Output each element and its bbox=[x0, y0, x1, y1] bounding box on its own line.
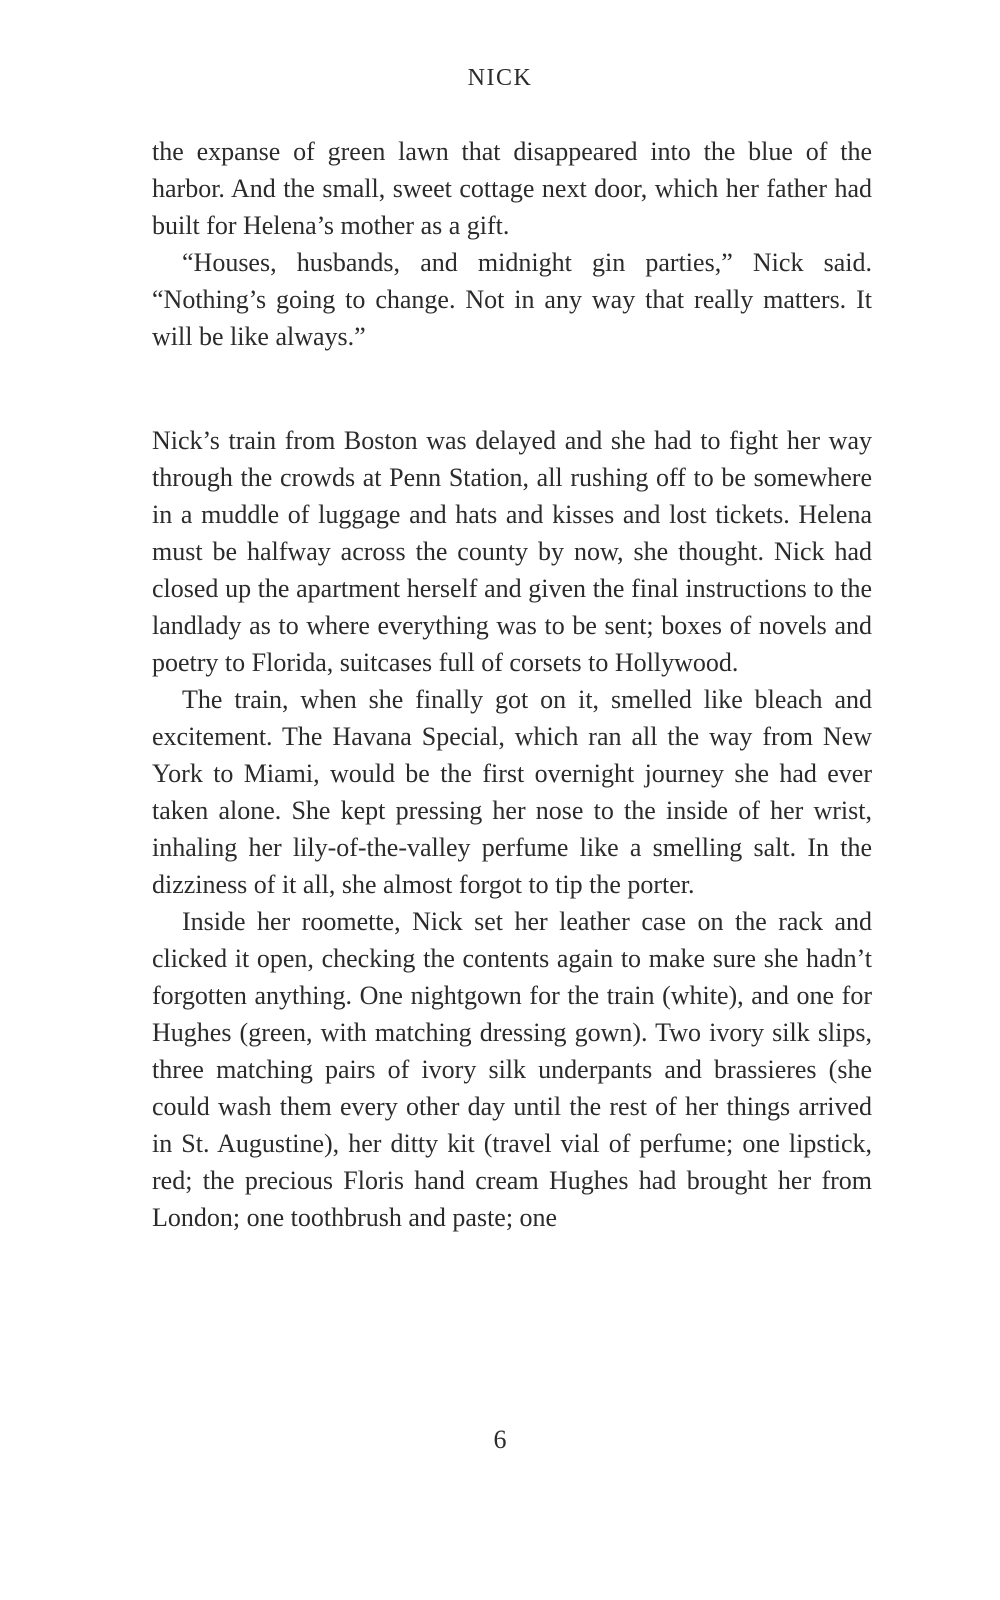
section-2-text bbox=[152, 422, 872, 1236]
section-1-text bbox=[152, 133, 872, 355]
paragraph: “Houses, husbands, and midnight gin parties,” Nick said. “Nothing’s going to change. Not in any way that really matters. It will be like always.” bbox=[152, 248, 872, 351]
paragraph: the expanse of green lawn that disappeared into the blue of the harbor. And the small, sweet cottage next door, which her father had built for Helena’s mother as a gift. bbox=[152, 137, 872, 240]
page-number: 6 bbox=[493, 1425, 507, 1454]
paragraph: Nick’s train from Boston was delayed and she had to fight her way through the crowds at Penn Station, all rushing off to be somewhere in a muddle of luggage and hats and kisses and lost tickets. Helena must be halfway across the county by now, she thought. Nick had closed up the apartment herself and given the final instructions to the landlady as to where everything was to be sent; boxes of novels and poetry to Florida, suitcases full of corsets to Hollywood. bbox=[152, 426, 872, 677]
paragraph: Inside her roomette, Nick set her leather case on the rack and clicked it open, checking the contents again to make sure she hadn’t forgotten anything. One nightgown for the train (white), and one for Hughes (green, with matching dressing gown). Two ivory silk slips, three matching pairs of ivory silk underpants and brassieres (she could wash them every other day until the rest of her things arrived in St. Augustine), her ditty kit (travel vial of perfume; one lipstick, red; the precious Floris hand cream Hughes had brought her from London; one toothbrush and paste; one bbox=[152, 907, 872, 1232]
running-head: NICK bbox=[467, 65, 533, 91]
paragraph: The train, when she finally got on it, smelled like bleach and excitement. The Havana Special, which ran all the way from New York to Miami, would be the first overnight journey she had ever taken alone. She kept pressing her nose to the inside of her wrist, inhaling her lily-of-the-valley perfume like a smelling salt. In the dizziness of it all, she almost forgot to tip the porter. bbox=[152, 685, 872, 899]
